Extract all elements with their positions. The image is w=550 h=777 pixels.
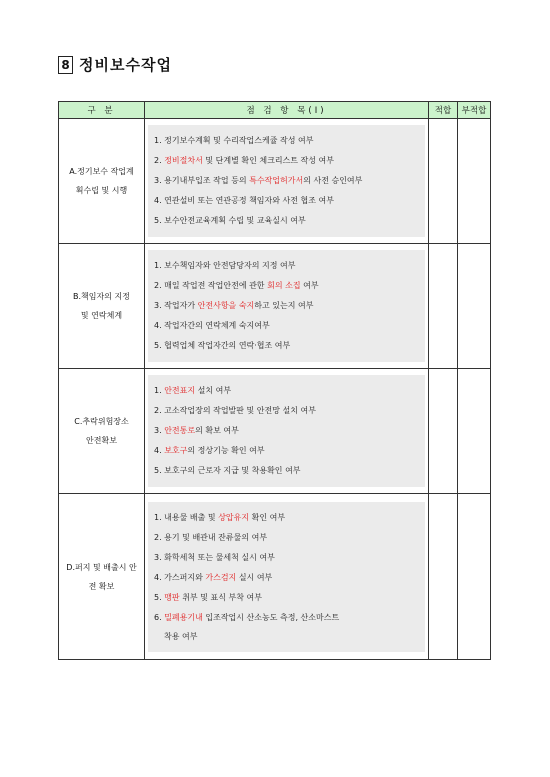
nok-cell[interactable] [458,119,491,244]
items-cell [145,244,429,369]
item-text: 3. [154,426,165,435]
header-items: 점 검 항 목(I) [145,102,429,119]
section-title [58,54,172,75]
category-cell [59,494,145,660]
item-text: 1. 내용물 배출 및 [154,512,219,522]
check-item [154,441,419,461]
table-row [59,494,491,660]
item-text: 2. 고소작업장의 작업발판 및 안전망 설치 여부 [154,406,316,415]
item-text: 하고 있는지 여부 [254,301,314,310]
check-item [154,191,419,211]
nok-cell[interactable] [458,494,491,660]
item-text: 취부 및 표식 부착 여부 [179,592,262,602]
check-item [154,256,419,276]
highlighted-text: 안전사항을 숙지 [197,301,255,310]
item-text: 실시 여부 [236,572,273,582]
category-line: D.퍼지 및 배출시 안 [66,562,137,572]
category-line: 안전확보 [86,436,117,445]
item-text: 6. [154,612,165,622]
item-text: 4. [154,446,165,455]
highlighted-text: 상압유지 [218,512,250,522]
check-item [154,588,419,608]
table-row [59,244,491,369]
nok-cell[interactable] [458,244,491,369]
item-text: 의 정상기능 확인 여부 [187,446,265,455]
item-text: 확인 여부 [249,512,286,522]
item-text: 여부 [300,281,319,290]
item-text: 의 사전 승인여부 [303,176,363,185]
item-text: 5. [154,592,165,602]
item-text: 3. 화학세척 또는 물세척 실시 여부 [154,552,275,562]
item-text: 2. [154,156,165,165]
items-cell [145,494,429,660]
item-continuation: 착용 여부 [164,631,198,641]
check-item [154,421,419,441]
check-item [154,276,419,296]
item-text: 1. [154,386,165,395]
item-text: 3. 작업자가 [154,301,198,310]
check-item [154,171,419,191]
item-text: 2. 용기 및 배관내 잔류물의 여부 [154,532,268,542]
item-text: 5. 보수안전교육계획 수립 및 교육실시 여부 [154,216,306,225]
inspection-table [58,101,491,660]
check-item [154,381,419,401]
item-text: 1. 보수책임자와 안전담당자의 지정 여부 [154,261,296,270]
category-cell [59,244,145,369]
table-row [59,119,491,244]
check-item [154,131,419,151]
check-item [154,316,419,336]
highlighted-text: 가스검지 [205,572,237,582]
items-box [148,250,425,362]
check-item [154,401,419,421]
highlighted-text: 특수작업허가서 [249,176,304,185]
highlighted-text: 정비절차서 [164,156,203,165]
items-box [148,125,425,237]
category-cell [59,369,145,494]
item-text: 4. 가스퍼지와 [154,572,206,582]
highlighted-text: 보호구 [164,446,188,455]
item-text: 의 확보 여부 [195,426,239,435]
check-item [154,151,419,171]
ok-cell[interactable] [429,494,458,660]
highlighted-text: 회의 소집 [267,281,301,290]
check-item [154,211,419,231]
item-text: 4. 연관설비 또는 연관공정 책임자와 사전 협조 여부 [154,196,334,205]
table-header-row [59,102,491,119]
section-title-text: 정비보수작업 [79,56,172,74]
category-line: 및 연락체계 [80,311,123,320]
check-item [154,568,419,588]
header-category: 구 분 [59,102,145,119]
category-line: A.정기보수 작업계 [69,167,134,176]
item-text: 5. 협력업체 작업자간의 연락·협조 여부 [154,341,291,350]
highlighted-text: 맹판 [164,592,180,602]
item-text: 입조작업시 산소농도 측정, 산소마스트 [202,612,340,622]
table-row [59,369,491,494]
ok-cell[interactable] [429,369,458,494]
items-box [148,502,425,652]
check-item [154,528,419,548]
highlighted-text: 안전통로 [164,426,196,435]
check-item [154,336,419,356]
check-item [154,508,419,528]
category-line: 전 확보 [88,581,115,591]
item-text: 및 단계별 확인 체크리스트 작성 여부 [202,156,335,165]
item-text: 3. 용기내부입조 작업 등의 [154,176,250,185]
item-text: 5. 보호구의 근로자 지급 및 착용확인 여부 [154,466,301,475]
nok-cell[interactable] [458,369,491,494]
category-line: C.추락위험장소 [74,417,129,426]
check-item [154,608,419,646]
items-cell [145,369,429,494]
check-item [154,461,419,481]
header-nok: 부적합 [458,102,491,119]
highlighted-text: 안전표지 [164,386,196,395]
check-item [154,548,419,568]
item-text: 4. 작업자간의 연락체계 숙지여부 [154,321,270,330]
section-number: 8 [58,56,73,74]
item-text: 설치 여부 [195,386,232,395]
ok-cell[interactable] [429,119,458,244]
item-text: 2. 매일 작업전 작업안전에 관한 [154,281,268,290]
items-cell [145,119,429,244]
header-ok: 적합 [429,102,458,119]
item-text: 1. 정기보수계획 및 수리작업스케쥴 작성 여부 [154,136,314,145]
category-cell [59,119,145,244]
check-item [154,296,419,316]
ok-cell[interactable] [429,244,458,369]
category-line: 획수립 및 시행 [75,186,128,195]
category-line: B.책임자의 지정 [73,292,130,301]
highlighted-text: 밀폐용기내 [164,612,203,622]
items-box [148,375,425,487]
